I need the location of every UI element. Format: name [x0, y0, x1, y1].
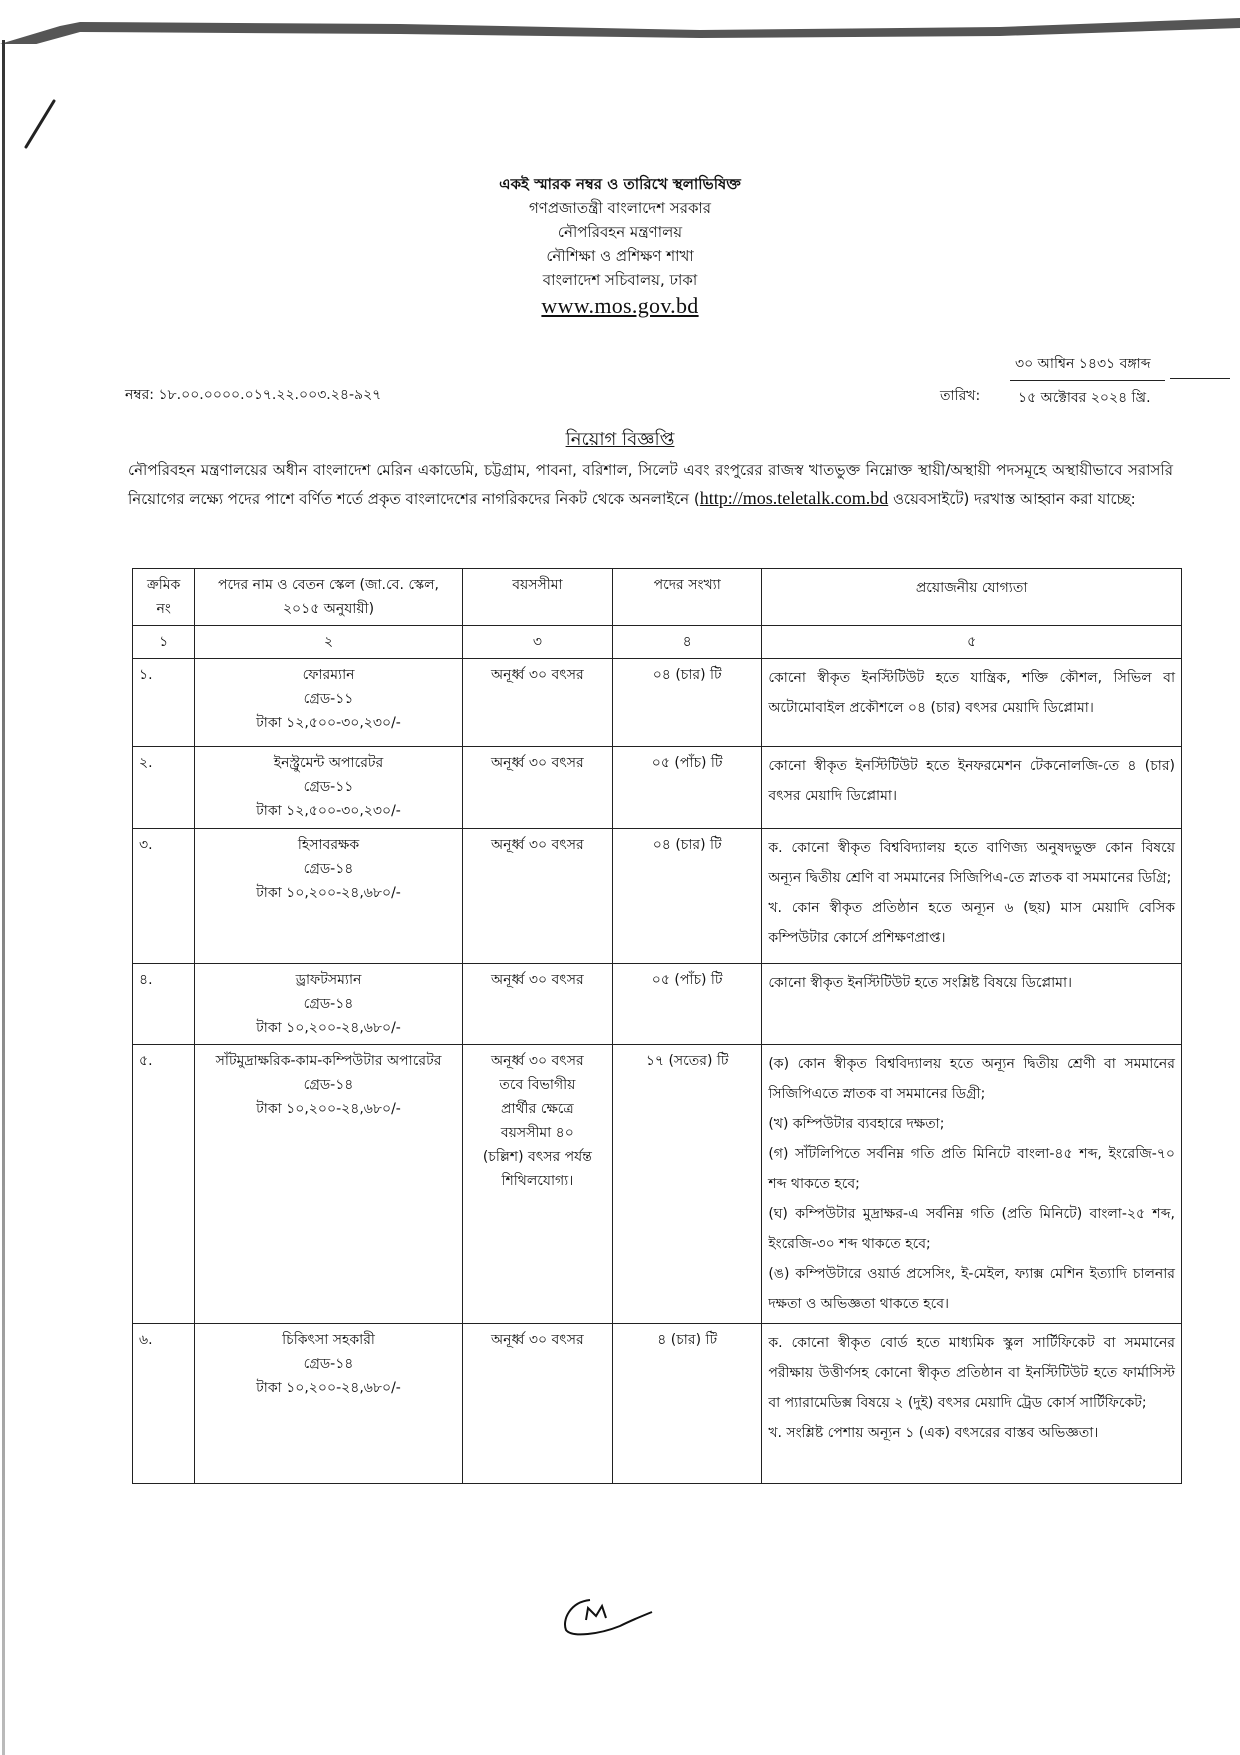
post-cell: [195, 659, 462, 747]
table-row: [133, 747, 1182, 829]
branch-name: নৌশিক্ষা ও প্রশিক্ষণ শাখা: [546, 247, 694, 265]
scan-edge-top: [0, 14, 1240, 44]
column-number: ৩: [462, 626, 612, 659]
age-limit-line: অনূর্ধ্ব ৩০ বৎসর: [491, 1053, 584, 1069]
age-cell: [462, 1324, 612, 1484]
table-row: [133, 659, 1182, 747]
qualification-cell: [762, 964, 1182, 1045]
column-number: ২: [195, 626, 462, 659]
post-cell: [195, 829, 462, 964]
age-cell: [462, 829, 612, 964]
qualification-item: কোনো স্বীকৃত ইনস্টিটিউট হতে যান্ত্রিক, শক্তি কৌশল, সিভিল বা অটোমোবাইল প্রকৌশলে ০৪ (চার) বৎসর মেয়াদি ডিপ্লোমা।: [768, 670, 1175, 716]
date-divider-extension: [1170, 378, 1230, 379]
count-cell: ০৪ (চার) টি: [613, 829, 762, 964]
post-grade: গ্রেড-১১: [303, 779, 354, 795]
date-bangla: ৩০ আশ্বিন ১৪৩১ বঙ্গাব্দ: [1015, 356, 1151, 372]
qualification-item: ক. কোনো স্বীকৃত বোর্ড হতে মাধ্যমিক স্কুল সার্টিফিকেট বা সমমানের পরীক্ষায় উত্তীর্ণসহ কোনো স্বীকৃত প্রতিষ্ঠান বা ইনস্টিটিউট হতে ফার্মাসিস্ট বা প্যারামেডিক্স বিষয়ে ২ (দুই) বৎসর মেয়াদি ট্রেড কোর্স সার্টিফিকেট;: [768, 1335, 1175, 1411]
header-age-limit: বয়সসীমা: [462, 569, 612, 626]
age-limit-line: (চল্লিশ) বৎসর পর্যন্ত: [482, 1149, 592, 1165]
post-name: সাঁটমুদ্রাক্ষরিক-কাম-কম্পিউটার অপারেটর: [215, 1053, 442, 1069]
age-limit-line: অনূর্ধ্ব ৩০ বৎসর: [491, 972, 584, 988]
qualification-cell: [762, 659, 1182, 747]
vacancy-table: [132, 568, 1182, 1484]
age-limit-line: অনূর্ধ্ব ৩০ বৎসর: [491, 837, 584, 853]
signature: [560, 1590, 660, 1640]
serial-cell: ১.: [133, 659, 195, 747]
post-cell: [195, 1045, 462, 1324]
header-post-scale: পদের নাম ও বেতন স্কেল (জা.বে. স্কেল, ২০১৫ অনুযায়ী): [195, 569, 462, 626]
serial-cell: ২.: [133, 747, 195, 829]
post-salary: টাকা ১০,২০০-২৪,৬৮০/-: [256, 1101, 401, 1117]
post-name: হিসাবরক্ষক: [297, 837, 360, 853]
post-cell: [195, 964, 462, 1045]
pen-mark: [20, 95, 60, 155]
qualification-item: (খ) কম্পিউটার ব্যবহারে দক্ষতা;: [768, 1116, 945, 1132]
count-cell: ৪ (চার) টি: [613, 1324, 762, 1484]
post-salary: টাকা ১০,২০০-২৪,৬৮০/-: [256, 1020, 401, 1036]
qualification-cell: [762, 747, 1182, 829]
table-row: [133, 829, 1182, 964]
count-cell: ১৭ (সতের) টি: [613, 1045, 762, 1324]
qualification-cell: [762, 829, 1182, 964]
ministry-website-link[interactable]: www.mos.gov.bd: [541, 293, 699, 318]
notice-intro: [128, 456, 1173, 513]
date-gregorian: ১৫ অক্টোবর ২০২৪ খ্রি.: [1018, 390, 1151, 406]
post-salary: টাকা ১২,৫০০-৩০,২৩০/-: [256, 715, 401, 731]
age-limit-line: অনূর্ধ্ব ৩০ বৎসর: [491, 755, 584, 771]
government-name: গণপ্রজাতন্ত্রী বাংলাদেশ সরকার: [528, 199, 712, 217]
post-name: চিকিৎসা সহকারী: [282, 1332, 375, 1348]
post-cell: [195, 747, 462, 829]
post-grade: গ্রেড-১৪: [303, 861, 354, 877]
serial-cell: ৬.: [133, 1324, 195, 1484]
table-row: [133, 1324, 1182, 1484]
age-cell: [462, 964, 612, 1045]
post-name: ইনস্ট্রুমেন্ট অপারেটর: [273, 755, 384, 771]
date-divider: [1010, 380, 1165, 381]
column-number-row: [133, 626, 1182, 659]
intro-text: নৌপরিবহন মন্ত্রণালয়ের অধীন বাংলাদেশ মেরিন একাডেমি, চট্টগ্রাম, পাবনা, বরিশাল, সিলেট এবং রংপুরের রাজস্ব খাতভুক্ত নিম্নোক্ত স্থায়ী/অস্থায়ী পদসমূহে অস্থায়ীভাবে সরাসরি নিয়োগের লক্ষ্যে পদের পাশে বর্ণিত শর্তে প্রকৃত বাংলাদেশের নাগরিকদের নিকট থেকে অনলাইনে (: [128, 461, 1173, 508]
qualification-cell: [762, 1324, 1182, 1484]
post-salary: টাকা ১২,৫০০-৩০,২৩০/-: [256, 803, 401, 819]
letterhead: [0, 172, 1240, 320]
age-cell: [462, 659, 612, 747]
post-salary: টাকা ১০,২০০-২৪,৬৮০/-: [256, 1380, 401, 1396]
qualification-item: খ. সংশ্লিষ্ট পেশায় অন্যূন ১ (এক) বৎসরের বাস্তব অভিজ্ঞতা।: [768, 1425, 1099, 1441]
count-cell: ০৫ (পাঁচ) টি: [613, 964, 762, 1045]
age-limit-line: তবে বিভাগীয়: [499, 1077, 576, 1093]
count-cell: ০৪ (চার) টি: [613, 659, 762, 747]
post-grade: গ্রেড-১৪: [303, 1356, 354, 1372]
header-serial: ক্রমিক নং: [133, 569, 195, 626]
column-number: ১: [133, 626, 195, 659]
secretariat-address: বাংলাদেশ সচিবালয়, ঢাকা: [542, 271, 698, 289]
qualification-cell: [762, 1045, 1182, 1324]
qualification-item: (ঙ) কম্পিউটারে ওয়ার্ড প্রসেসিং, ই-মেইল, ফ্যাক্স মেশিন ইত্যাদি চালনার দক্ষতা ও অভিজ্ঞতা থাকতে হবে।: [768, 1266, 1175, 1312]
qualification-item: ক. কোনো স্বীকৃত বিশ্ববিদ্যালয় হতে বাণিজ্য অনুষদভুক্ত কোন বিষয়ে অন্যূন দ্বিতীয় শ্রেণি বা সমমানের সিজিপিএ-তে স্নাতক বা সমমানের ডিগ্রি;: [768, 840, 1175, 886]
table-row: [133, 1045, 1182, 1324]
age-limit-line: শিথিলযোগ্য।: [501, 1173, 574, 1189]
age-limit-line: প্রার্থীর ক্ষেত্রে: [501, 1101, 574, 1117]
header-qualification: প্রয়োজনীয় যোগ্যতা: [762, 569, 1182, 626]
post-cell: [195, 1324, 462, 1484]
post-name: ফোরম্যান: [302, 667, 355, 683]
count-cell: ০৫ (পাঁচ) টি: [613, 747, 762, 829]
column-number: ৫: [762, 626, 1182, 659]
age-limit-line: অনূর্ধ্ব ৩০ বৎসর: [491, 1332, 584, 1348]
header-post-count: পদের সংখ্যা: [613, 569, 762, 626]
post-grade: গ্রেড-১৪: [303, 996, 354, 1012]
age-cell: [462, 747, 612, 829]
post-grade: গ্রেড-১৪: [303, 1077, 354, 1093]
age-limit-line: বয়সসীমা ৪০: [500, 1125, 574, 1141]
column-number: ৪: [613, 626, 762, 659]
post-name: ড্রাফটসম্যান: [295, 972, 362, 988]
age-limit-line: অনূর্ধ্ব ৩০ বৎসর: [491, 667, 584, 683]
post-grade: গ্রেড-১১: [303, 691, 354, 707]
qualification-item: খ. কোন স্বীকৃত প্রতিষ্ঠান হতে অন্যূন ৬ (ছয়) মাস মেয়াদি বেসিক কম্পিউটার কোর্সে প্রশিক্ষণপ্রাপ্ত।: [768, 900, 1175, 946]
ministry-name: নৌপরিবহন মন্ত্রণালয়: [557, 223, 683, 241]
qualification-item: (ক) কোন স্বীকৃত বিশ্ববিদ্যালয় হতে অন্যূন দ্বিতীয় শ্রেণী বা সমমানের সিজিপিএতে স্নাতক বা সমমানের ডিগ্রী;: [768, 1056, 1175, 1102]
qualification-item: (গ) সাঁটলিপিতে সর্বনিম্ন গতি প্রতি মিনিটে বাংলা-৪৫ শব্দ, ইংরেজি-৭০ শব্দ থাকতে হবে;: [768, 1146, 1175, 1192]
serial-cell: ৫.: [133, 1045, 195, 1324]
table-row: [133, 964, 1182, 1045]
notice-title: নিয়োগ বিজ্ঞপ্তি: [565, 429, 675, 450]
intro-tail: ওয়েবসাইটে) দরখাস্ত আহ্বান করা যাচ্ছে:: [888, 490, 1136, 508]
application-link[interactable]: http://mos.teletalk.com.bd: [699, 488, 889, 508]
table-header-row: [133, 569, 1182, 626]
serial-cell: ৪.: [133, 964, 195, 1045]
post-salary: টাকা ১০,২০০-২৪,৬৮০/-: [256, 885, 401, 901]
qualification-item: (ঘ) কম্পিউটার মুদ্রাক্ষর-এ সর্বনিম্ন গতি (প্রতি মিনিটে) বাংলা-২৫ শব্দ, ইংরেজি-৩০ শব্দ থাকতে হবে;: [768, 1206, 1175, 1252]
serial-cell: ৩.: [133, 829, 195, 964]
qualification-item: কোনো স্বীকৃত ইনস্টিটিউট হতে সংশ্লিষ্ট বিষয়ে ডিপ্লোমা।: [768, 975, 1073, 991]
age-cell: [462, 1045, 612, 1324]
date-label: তারিখ:: [940, 388, 981, 404]
qualification-item: কোনো স্বীকৃত ইনস্টিটিউট হতে ইনফরমেশন টেকনোলজি-তে ৪ (চার) বৎসর মেয়াদি ডিপ্লোমা।: [768, 758, 1175, 804]
supersession-note: একই স্মারক নম্বর ও তারিখে স্থলাভিষিক্ত: [499, 175, 741, 193]
memo-number: নম্বর: ১৮.০০.০০০০.০১৭.২২.০০৩.২৪-৯২৭: [125, 387, 382, 403]
